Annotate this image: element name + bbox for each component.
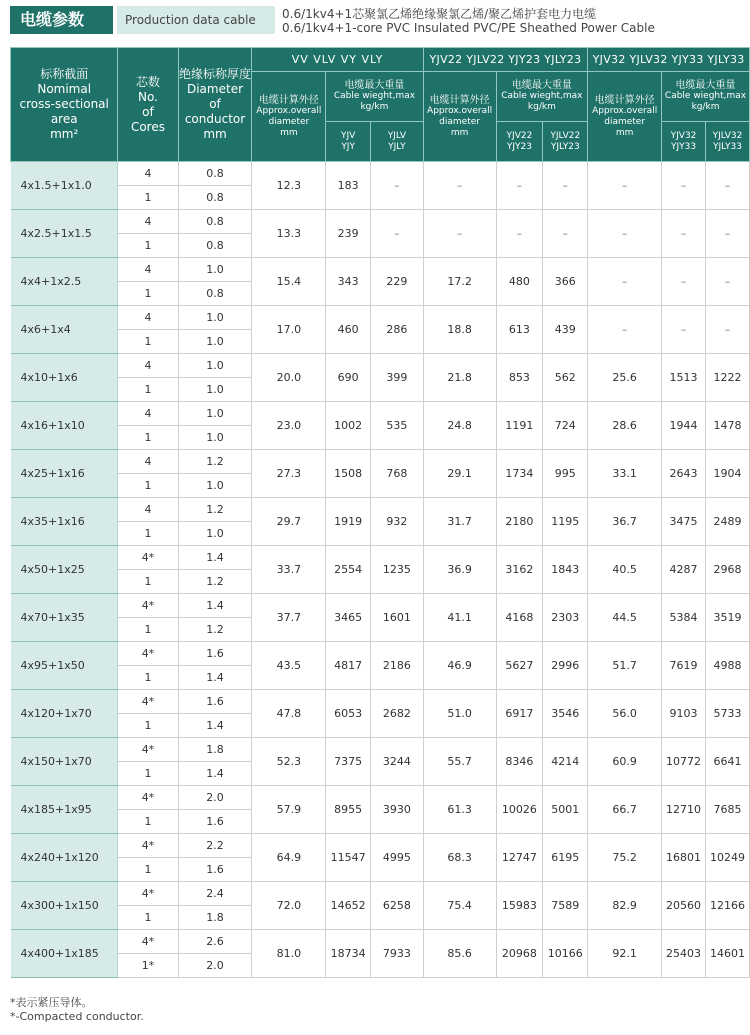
- value-cell: 5384: [662, 594, 706, 642]
- value-cell: 1944: [662, 402, 706, 450]
- value-cell: –: [543, 162, 588, 210]
- title-cn: 0.6/1kv4+1芯聚氯乙烯绝缘聚氯乙烯/聚乙烯护套电力电缆: [282, 7, 597, 21]
- thickness-cell: 1.0: [178, 306, 252, 330]
- table-row: [11, 306, 750, 330]
- value-cell: 16801: [662, 834, 706, 882]
- value-cell: 1195: [543, 498, 588, 546]
- value-cell: 8955: [326, 786, 371, 834]
- value-cell: 14652: [326, 882, 371, 930]
- thickness-cell: 1.0: [178, 330, 252, 354]
- value-cell: 7685: [705, 786, 749, 834]
- thickness-cell: 1.2: [178, 450, 252, 474]
- value-cell: 31.7: [423, 498, 496, 546]
- section-tag-en: Production data cable: [117, 6, 275, 34]
- value-cell: –: [588, 306, 662, 354]
- value-cell: –: [662, 162, 706, 210]
- area-cell: 4x1.5+1x1.0: [11, 162, 118, 210]
- subheader-yjlv: YJLV YJLY: [371, 122, 424, 162]
- value-cell: 12.3: [252, 162, 326, 210]
- value-cell: 4817: [326, 642, 371, 690]
- thickness-header: 绝缘标称厚度 Diameter of conductor mm: [178, 48, 252, 162]
- value-cell: 2489: [705, 498, 749, 546]
- table-row: [11, 498, 750, 522]
- diam-header-g2: 电缆计算外径 Approx.overall diameter mm: [423, 72, 496, 162]
- thickness-cell: 1.0: [178, 402, 252, 426]
- thickness-cell: 1.4: [178, 546, 252, 570]
- footnote-en: *-Compacted conductor.: [10, 1010, 144, 1023]
- weight-header-g1: 电缆最大重量 Cable wieght,max kg/km: [326, 72, 423, 122]
- value-cell: 6258: [371, 882, 424, 930]
- thickness-cell: 1.2: [178, 618, 252, 642]
- cores-cell: 4*: [118, 786, 178, 810]
- value-cell: 75.4: [423, 882, 496, 930]
- value-cell: 18.8: [423, 306, 496, 354]
- cores-cell: 1: [118, 810, 178, 834]
- value-cell: 10772: [662, 738, 706, 786]
- area-header: 标称截面 Nomimal cross-sectional area mm²: [11, 48, 118, 162]
- value-cell: 1904: [705, 450, 749, 498]
- cores-cell: 1: [118, 858, 178, 882]
- value-cell: 5001: [543, 786, 588, 834]
- value-cell: –: [662, 258, 706, 306]
- value-cell: 613: [496, 306, 543, 354]
- value-cell: 10026: [496, 786, 543, 834]
- cores-cell: 1: [118, 282, 178, 306]
- cores-cell: 4: [118, 258, 178, 282]
- value-cell: –: [588, 258, 662, 306]
- value-cell: 239: [326, 210, 371, 258]
- thickness-cell: 1.4: [178, 714, 252, 738]
- value-cell: 17.0: [252, 306, 326, 354]
- value-cell: 11547: [326, 834, 371, 882]
- page-header: [10, 6, 745, 38]
- value-cell: –: [705, 306, 749, 354]
- value-cell: 1843: [543, 546, 588, 594]
- table-row: [11, 258, 750, 282]
- value-cell: 12166: [705, 882, 749, 930]
- value-cell: 28.6: [588, 402, 662, 450]
- subheader-yjv: YJV YJY: [326, 122, 371, 162]
- value-cell: 51.7: [588, 642, 662, 690]
- value-cell: 6053: [326, 690, 371, 738]
- table-row: [11, 882, 750, 906]
- value-cell: 41.1: [423, 594, 496, 642]
- value-cell: 66.7: [588, 786, 662, 834]
- value-cell: –: [371, 210, 424, 258]
- value-cell: 47.8: [252, 690, 326, 738]
- thickness-cell: 0.8: [178, 186, 252, 210]
- thickness-cell: 1.4: [178, 666, 252, 690]
- cores-cell: 1: [118, 570, 178, 594]
- cores-cell: 4*: [118, 738, 178, 762]
- cores-cell: 4*: [118, 690, 178, 714]
- cores-cell: 1: [118, 474, 178, 498]
- cores-cell: 4*: [118, 546, 178, 570]
- cores-cell: 1*: [118, 954, 178, 978]
- value-cell: 14601: [705, 930, 749, 978]
- footnote: [10, 996, 144, 1024]
- value-cell: 7619: [662, 642, 706, 690]
- thickness-cell: 1.4: [178, 594, 252, 618]
- cores-cell: 4*: [118, 834, 178, 858]
- thickness-cell: 0.8: [178, 162, 252, 186]
- cores-cell: 1: [118, 426, 178, 450]
- value-cell: 2303: [543, 594, 588, 642]
- cores-cell: 4: [118, 354, 178, 378]
- value-cell: 20.0: [252, 354, 326, 402]
- value-cell: –: [588, 162, 662, 210]
- value-cell: 724: [543, 402, 588, 450]
- value-cell: 768: [371, 450, 424, 498]
- value-cell: 690: [326, 354, 371, 402]
- value-cell: 33.1: [588, 450, 662, 498]
- area-cell: 4x25+1x16: [11, 450, 118, 498]
- cores-cell: 1: [118, 666, 178, 690]
- value-cell: 18734: [326, 930, 371, 978]
- value-cell: 2180: [496, 498, 543, 546]
- value-cell: 29.1: [423, 450, 496, 498]
- value-cell: 399: [371, 354, 424, 402]
- value-cell: 21.8: [423, 354, 496, 402]
- table-row: [11, 402, 750, 426]
- table-row: [11, 690, 750, 714]
- value-cell: 439: [543, 306, 588, 354]
- table-row: [11, 834, 750, 858]
- area-cell: 4x185+1x95: [11, 786, 118, 834]
- value-cell: 1235: [371, 546, 424, 594]
- cores-cell: 4: [118, 306, 178, 330]
- value-cell: 15.4: [252, 258, 326, 306]
- value-cell: 85.6: [423, 930, 496, 978]
- value-cell: 57.9: [252, 786, 326, 834]
- table-row: [11, 210, 750, 234]
- value-cell: –: [371, 162, 424, 210]
- area-cell: 4x2.5+1x1.5: [11, 210, 118, 258]
- cores-cell: 4*: [118, 594, 178, 618]
- table-row: [11, 450, 750, 474]
- subheader-yjlv32: YJLV32 YJLY33: [705, 122, 749, 162]
- value-cell: –: [423, 210, 496, 258]
- value-cell: 3244: [371, 738, 424, 786]
- cores-cell: 4: [118, 402, 178, 426]
- area-cell: 4x50+1x25: [11, 546, 118, 594]
- value-cell: –: [705, 210, 749, 258]
- value-cell: 5627: [496, 642, 543, 690]
- thickness-cell: 1.0: [178, 378, 252, 402]
- weight-header-g2: 电缆最大重量 Cable wieght,max kg/km: [496, 72, 588, 122]
- subheader-yjv22: YJV22 YJY23: [496, 122, 543, 162]
- value-cell: 562: [543, 354, 588, 402]
- value-cell: 68.3: [423, 834, 496, 882]
- table-row: [11, 930, 750, 954]
- value-cell: 8346: [496, 738, 543, 786]
- value-cell: 36.7: [588, 498, 662, 546]
- cores-cell: 1: [118, 186, 178, 210]
- value-cell: 3465: [326, 594, 371, 642]
- cores-cell: 4: [118, 498, 178, 522]
- thickness-cell: 2.6: [178, 930, 252, 954]
- value-cell: 460: [326, 306, 371, 354]
- cores-cell: 1: [118, 762, 178, 786]
- thickness-cell: 1.6: [178, 810, 252, 834]
- thickness-cell: 1.4: [178, 762, 252, 786]
- value-cell: 1002: [326, 402, 371, 450]
- table-row: [11, 162, 750, 186]
- subheader-yjv32: YJV32 YJY33: [662, 122, 706, 162]
- thickness-cell: 0.8: [178, 234, 252, 258]
- cores-cell: 1: [118, 522, 178, 546]
- value-cell: 3162: [496, 546, 543, 594]
- value-cell: 4995: [371, 834, 424, 882]
- value-cell: 1513: [662, 354, 706, 402]
- value-cell: 3475: [662, 498, 706, 546]
- value-cell: 6641: [705, 738, 749, 786]
- value-cell: –: [543, 210, 588, 258]
- cores-cell: 1: [118, 234, 178, 258]
- cores-cell: 4*: [118, 882, 178, 906]
- value-cell: 40.5: [588, 546, 662, 594]
- table-row: [11, 546, 750, 570]
- cores-cell: 4: [118, 450, 178, 474]
- cores-cell: 4: [118, 210, 178, 234]
- value-cell: 286: [371, 306, 424, 354]
- value-cell: 1734: [496, 450, 543, 498]
- value-cell: –: [662, 306, 706, 354]
- value-cell: 535: [371, 402, 424, 450]
- cable-spec-table: [10, 47, 750, 978]
- value-cell: 480: [496, 258, 543, 306]
- group-header-vv: VV VLV VY VLY: [252, 48, 423, 72]
- value-cell: 6195: [543, 834, 588, 882]
- value-cell: –: [662, 210, 706, 258]
- thickness-cell: 1.2: [178, 570, 252, 594]
- value-cell: 1478: [705, 402, 749, 450]
- value-cell: 12710: [662, 786, 706, 834]
- thickness-cell: 1.2: [178, 498, 252, 522]
- value-cell: 2968: [705, 546, 749, 594]
- value-cell: –: [496, 162, 543, 210]
- group-header-yjv22: YJV22 YJLV22 YJY23 YJLY23: [423, 48, 588, 72]
- value-cell: 29.7: [252, 498, 326, 546]
- value-cell: –: [588, 210, 662, 258]
- value-cell: 7589: [543, 882, 588, 930]
- area-cell: 4x240+1x120: [11, 834, 118, 882]
- value-cell: 25.6: [588, 354, 662, 402]
- value-cell: 5733: [705, 690, 749, 738]
- area-cell: 4x35+1x16: [11, 498, 118, 546]
- thickness-cell: 1.0: [178, 474, 252, 498]
- area-cell: 4x150+1x70: [11, 738, 118, 786]
- value-cell: 27.3: [252, 450, 326, 498]
- value-cell: 10249: [705, 834, 749, 882]
- value-cell: 44.5: [588, 594, 662, 642]
- thickness-cell: 1.0: [178, 354, 252, 378]
- value-cell: 52.3: [252, 738, 326, 786]
- area-cell: 4x120+1x70: [11, 690, 118, 738]
- value-cell: 12747: [496, 834, 543, 882]
- value-cell: 2554: [326, 546, 371, 594]
- cores-cell: 4*: [118, 930, 178, 954]
- value-cell: 2996: [543, 642, 588, 690]
- value-cell: 10166: [543, 930, 588, 978]
- area-cell: 4x10+1x6: [11, 354, 118, 402]
- table-row: [11, 642, 750, 666]
- value-cell: 24.8: [423, 402, 496, 450]
- value-cell: 51.0: [423, 690, 496, 738]
- value-cell: 15983: [496, 882, 543, 930]
- value-cell: 13.3: [252, 210, 326, 258]
- value-cell: 3519: [705, 594, 749, 642]
- value-cell: 4287: [662, 546, 706, 594]
- thickness-cell: 2.4: [178, 882, 252, 906]
- table-row: [11, 738, 750, 762]
- value-cell: 6917: [496, 690, 543, 738]
- value-cell: 932: [371, 498, 424, 546]
- thickness-cell: 2.0: [178, 954, 252, 978]
- cores-header: 芯数 No. of Cores: [118, 48, 178, 162]
- value-cell: 9103: [662, 690, 706, 738]
- thickness-cell: 1.0: [178, 426, 252, 450]
- area-cell: 4x70+1x35: [11, 594, 118, 642]
- diam-header-g1: 电缆计算外径 Approx.overall diameter mm: [252, 72, 326, 162]
- area-cell: 4x300+1x150: [11, 882, 118, 930]
- table-row: [11, 594, 750, 618]
- value-cell: 183: [326, 162, 371, 210]
- cores-cell: 1: [118, 378, 178, 402]
- thickness-cell: 1.0: [178, 522, 252, 546]
- thickness-cell: 1.8: [178, 906, 252, 930]
- value-cell: 2186: [371, 642, 424, 690]
- value-cell: 20968: [496, 930, 543, 978]
- value-cell: –: [705, 258, 749, 306]
- cores-cell: 4: [118, 162, 178, 186]
- value-cell: 72.0: [252, 882, 326, 930]
- value-cell: 92.1: [588, 930, 662, 978]
- value-cell: 3930: [371, 786, 424, 834]
- value-cell: –: [705, 162, 749, 210]
- value-cell: 25403: [662, 930, 706, 978]
- thickness-cell: 0.8: [178, 210, 252, 234]
- value-cell: 343: [326, 258, 371, 306]
- area-cell: 4x95+1x50: [11, 642, 118, 690]
- subheader-yjlv22: YJLV22 YJLY23: [543, 122, 588, 162]
- thickness-cell: 1.0: [178, 258, 252, 282]
- value-cell: –: [496, 210, 543, 258]
- cores-cell: 1: [118, 906, 178, 930]
- value-cell: 366: [543, 258, 588, 306]
- title-en: 0.6/1kv4+1-core PVC Insulated PVC/PE Sheathed Power Cable: [282, 21, 655, 35]
- value-cell: 60.9: [588, 738, 662, 786]
- value-cell: 61.3: [423, 786, 496, 834]
- thickness-cell: 0.8: [178, 282, 252, 306]
- page-title: [282, 7, 742, 35]
- value-cell: 7375: [326, 738, 371, 786]
- value-cell: 995: [543, 450, 588, 498]
- table-row: [11, 354, 750, 378]
- value-cell: 64.9: [252, 834, 326, 882]
- value-cell: 1191: [496, 402, 543, 450]
- table-row: [11, 786, 750, 810]
- value-cell: 17.2: [423, 258, 496, 306]
- value-cell: 37.7: [252, 594, 326, 642]
- value-cell: 2643: [662, 450, 706, 498]
- value-cell: 1222: [705, 354, 749, 402]
- value-cell: 81.0: [252, 930, 326, 978]
- value-cell: –: [423, 162, 496, 210]
- thickness-cell: 1.6: [178, 858, 252, 882]
- value-cell: 1919: [326, 498, 371, 546]
- value-cell: 56.0: [588, 690, 662, 738]
- value-cell: 23.0: [252, 402, 326, 450]
- thickness-cell: 1.8: [178, 738, 252, 762]
- diam-header-g3: 电缆计算外径 Approx.overall diameter mm: [588, 72, 662, 162]
- value-cell: 2682: [371, 690, 424, 738]
- area-cell: 4x16+1x10: [11, 402, 118, 450]
- thickness-cell: 1.6: [178, 642, 252, 666]
- value-cell: 82.9: [588, 882, 662, 930]
- value-cell: 853: [496, 354, 543, 402]
- area-cell: 4x4+1x2.5: [11, 258, 118, 306]
- cores-cell: 1: [118, 618, 178, 642]
- value-cell: 4988: [705, 642, 749, 690]
- thickness-cell: 1.6: [178, 690, 252, 714]
- value-cell: 4168: [496, 594, 543, 642]
- value-cell: 33.7: [252, 546, 326, 594]
- area-cell: 4x6+1x4: [11, 306, 118, 354]
- value-cell: 46.9: [423, 642, 496, 690]
- value-cell: 4214: [543, 738, 588, 786]
- value-cell: 1508: [326, 450, 371, 498]
- value-cell: 3546: [543, 690, 588, 738]
- cores-cell: 1: [118, 714, 178, 738]
- cores-cell: 1: [118, 330, 178, 354]
- group-header-yjv32: YJV32 YJLV32 YJY33 YJLY33: [588, 48, 750, 72]
- thickness-cell: 2.2: [178, 834, 252, 858]
- weight-header-g3: 电缆最大重量 Cable wieght,max kg/km: [662, 72, 750, 122]
- footnote-cn: *表示紧压导体。: [10, 996, 93, 1009]
- value-cell: 55.7: [423, 738, 496, 786]
- value-cell: 7933: [371, 930, 424, 978]
- value-cell: 43.5: [252, 642, 326, 690]
- value-cell: 75.2: [588, 834, 662, 882]
- thickness-cell: 2.0: [178, 786, 252, 810]
- value-cell: 36.9: [423, 546, 496, 594]
- value-cell: 1601: [371, 594, 424, 642]
- area-cell: 4x400+1x185: [11, 930, 118, 978]
- value-cell: 20560: [662, 882, 706, 930]
- value-cell: 229: [371, 258, 424, 306]
- cores-cell: 4*: [118, 642, 178, 666]
- section-tag-cn: 电缆参数: [10, 6, 113, 34]
- table-header: [11, 48, 750, 162]
- table-body: [11, 162, 750, 978]
